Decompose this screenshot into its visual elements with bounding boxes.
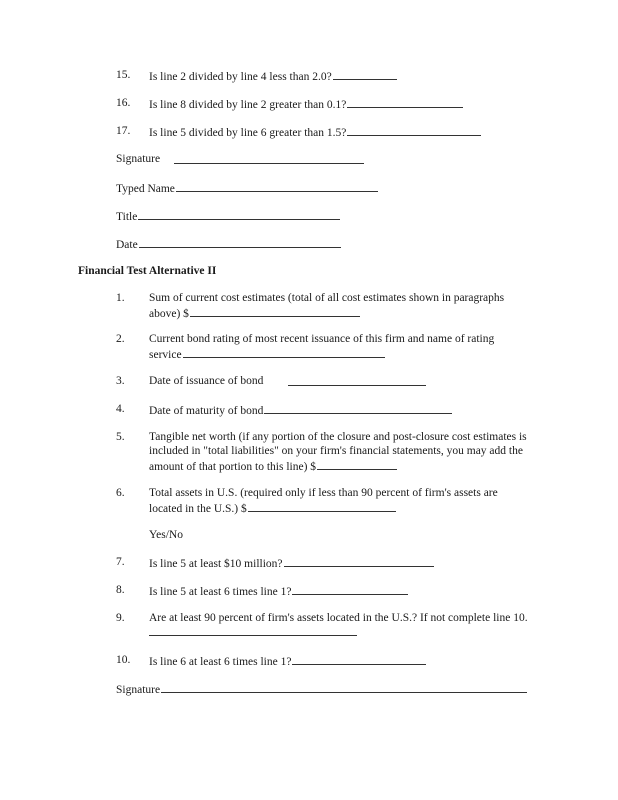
title-line[interactable] <box>138 208 340 220</box>
final-signature-field <box>116 681 527 697</box>
item-text-line1: Tangible net worth (if any portion of the closure and post-closure cost estimates is <box>149 431 527 443</box>
item-text: Is line 8 divided by line 2 greater than 0.1? <box>149 96 463 112</box>
item-text: Is line 2 divided by line 4 less than 2.0? <box>149 68 397 84</box>
item-number: 2. <box>116 333 125 345</box>
signature-label: Signature <box>116 153 161 165</box>
date-label: Date <box>116 239 138 251</box>
answer-blank[interactable] <box>347 96 463 108</box>
answer-blank[interactable] <box>248 500 396 512</box>
answer-blank[interactable] <box>317 458 397 470</box>
item-text: Date of maturity of bond <box>149 402 452 418</box>
item-text-line2: above) $ <box>149 308 189 320</box>
yes-no-label: Yes/No <box>149 529 183 541</box>
title-label: Title <box>116 211 138 223</box>
title-field <box>116 208 340 224</box>
section-heading: Financial Test Alternative II <box>78 265 217 277</box>
alt-item-5-cont: included in "total liabilities" on your firm's financial statements, you may add the <box>149 445 523 457</box>
item-number: 16. <box>116 97 131 109</box>
item-number: 9. <box>116 612 125 624</box>
signature-field <box>116 152 160 166</box>
item-number: 8. <box>116 584 125 596</box>
item-number: 17. <box>116 125 131 137</box>
answer-blank[interactable] <box>292 653 426 665</box>
item-number: 4. <box>116 403 125 415</box>
answer-blank[interactable] <box>288 385 426 386</box>
item-number: 3. <box>116 375 125 387</box>
item-number: 6. <box>116 487 125 499</box>
item-number: 1. <box>116 292 125 304</box>
typed-name-line[interactable] <box>176 180 378 192</box>
signature-line[interactable] <box>174 163 364 164</box>
item-text: Is line 5 at least 6 times line 1? <box>149 583 408 599</box>
answer-blank[interactable] <box>190 305 360 317</box>
item-text-line2: service <box>149 349 182 361</box>
item-text-line1: Sum of current cost estimates (total of all cost estimates shown in paragraphs <box>149 292 505 304</box>
typed-name-field <box>116 180 378 196</box>
alt-item-2-cont <box>149 346 385 362</box>
answer-blank[interactable] <box>347 124 481 136</box>
item-text: Are at least 90 percent of firm's assets located in the U.S.? If not complete line 10. <box>149 612 528 624</box>
typed-name-label: Typed Name <box>116 183 175 195</box>
alt-item-1-cont <box>149 305 360 321</box>
item-number: 7. <box>116 556 125 568</box>
item-number: 5. <box>116 431 125 443</box>
alt-item-5-cont2 <box>149 458 397 474</box>
item-text-line1: Total assets in U.S. (required only if less than 90 percent of firm's assets are <box>149 487 498 499</box>
item-text: Is line 6 at least 6 times line 1? <box>149 653 426 669</box>
item-text: Is line 5 divided by line 6 greater than 1.5? <box>149 124 481 140</box>
item-text: Date of issuance of bond <box>149 375 264 387</box>
signature-line[interactable] <box>161 681 527 693</box>
item-number: 15. <box>116 69 131 81</box>
answer-blank[interactable] <box>149 635 357 636</box>
signature-label: Signature <box>116 684 161 696</box>
item-text-line3: amount of that portion to this line) $ <box>149 461 317 473</box>
date-field <box>116 236 341 252</box>
answer-blank[interactable] <box>284 555 434 567</box>
item-number: 10. <box>116 654 131 666</box>
item-text-line2: located in the U.S.) $ <box>149 503 247 515</box>
answer-blank[interactable] <box>292 583 408 595</box>
date-line[interactable] <box>139 236 341 248</box>
item-text: Is line 5 at least $10 million? <box>149 555 434 571</box>
answer-blank[interactable] <box>264 402 452 414</box>
answer-blank[interactable] <box>183 346 385 358</box>
alt-item-6-cont <box>149 500 396 516</box>
item-text-line1: Current bond rating of most recent issuance of this firm and name of rating <box>149 333 495 345</box>
answer-blank[interactable] <box>333 68 397 80</box>
